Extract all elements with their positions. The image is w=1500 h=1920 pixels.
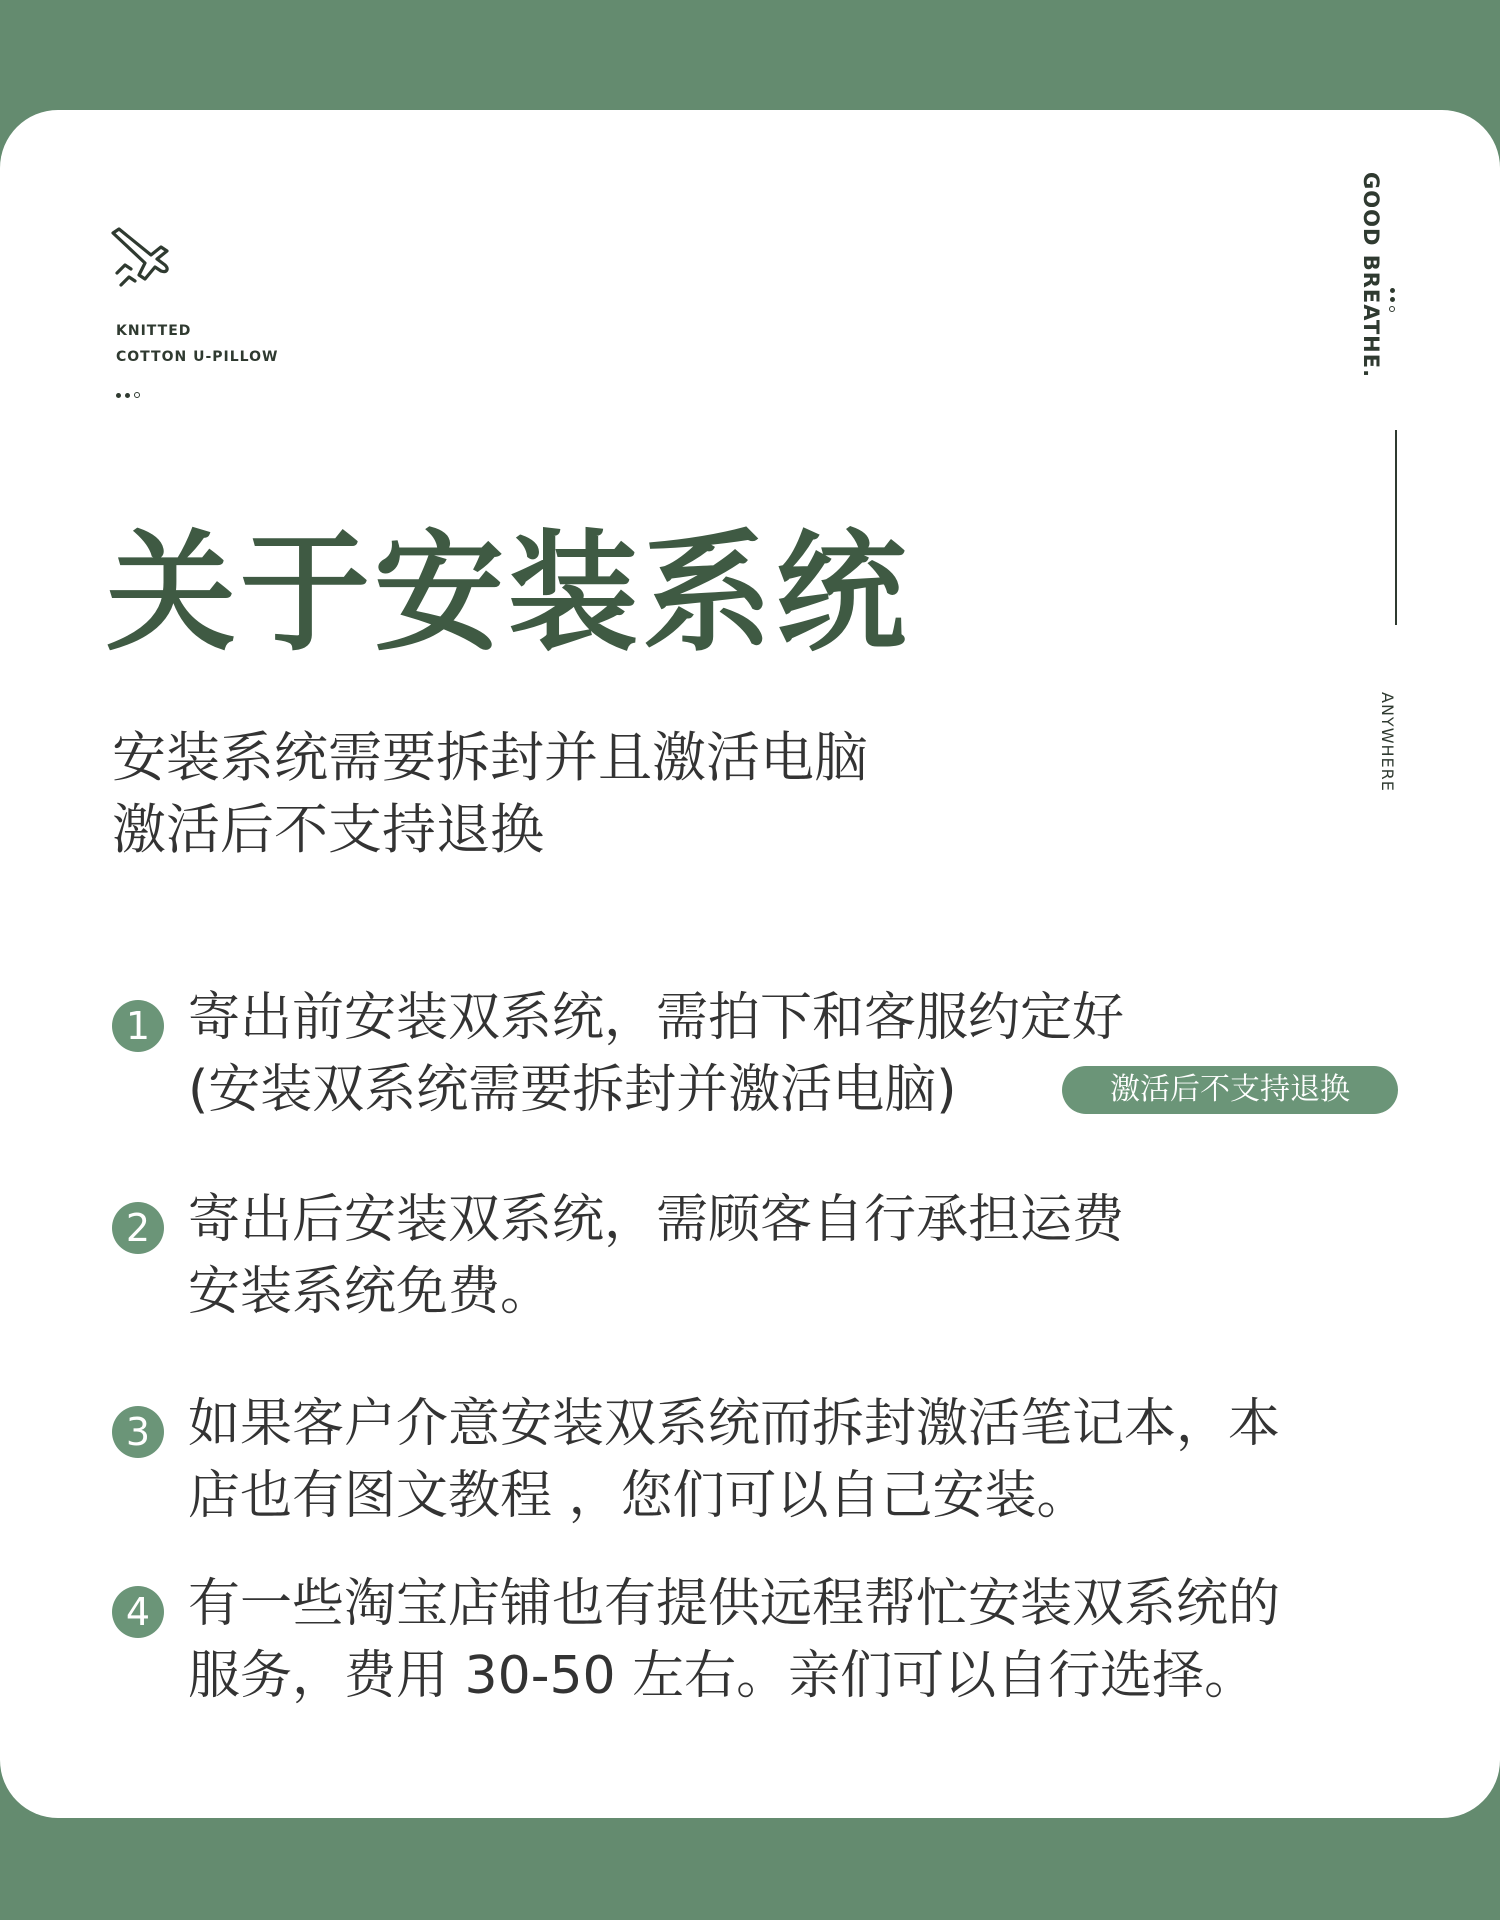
list-item-3-line-1: 如果客户介意安装双系统而拆封激活笔记本，本 [188, 1394, 1281, 1454]
subtitle-line-1: 安装系统需要拆封并且激活电脑 [112, 726, 868, 789]
airplane-icon [105, 225, 173, 293]
number-badge-4: 4 [112, 1586, 164, 1638]
list-item-2-line-1: 寄出后安装双系统，需顾客自行承担运费 [188, 1190, 1125, 1250]
list-item-1-line-2: (安装双系统需要拆封并激活电脑) [188, 1060, 957, 1120]
vertical-divider [1395, 430, 1397, 625]
list-item-4-line-1: 有一些淘宝店铺也有提供远程帮忙安装双系统的 [188, 1574, 1281, 1634]
list-item-text-3 [188, 1388, 1418, 1532]
number-badge-3: 3 [112, 1406, 164, 1458]
list-item-3-line-2: 店也有图文教程 ，您们可以自己安装。 [188, 1466, 1089, 1526]
side-slogan-line-2: BREATHE. [1359, 254, 1383, 379]
dots-decoration-left [116, 392, 140, 398]
brand-label [116, 318, 278, 370]
list-item-text-4 [188, 1568, 1418, 1712]
brand-line-1: KNITTED [116, 323, 192, 339]
list-item-1-line-1: 寄出前安装双系统，需拍下和客服约定好 [188, 988, 1125, 1048]
page-title: 关于安装系统 [106, 517, 911, 669]
subtitle-line-2: 激活后不支持退换 [112, 798, 544, 861]
number-badge-2: 2 [112, 1202, 164, 1254]
side-slogan-top [1358, 172, 1384, 378]
dots-decoration-right [1389, 288, 1395, 312]
number-badge-1: 1 [112, 1000, 164, 1052]
list-item-2-line-2: 安装系统免费。 [188, 1262, 553, 1322]
list-item-text-2 [188, 1184, 1418, 1328]
no-return-badge: 激活后不支持退换 [1062, 1066, 1398, 1114]
brand-line-2: COTTON U-PILLOW [116, 349, 279, 365]
list-item-4-line-2: 服务，费用 30-50 左右。亲们可以自行选择。 [188, 1646, 1257, 1706]
subtitle [112, 722, 868, 866]
side-slogan-line-1: GOOD [1359, 172, 1383, 247]
side-slogan-bottom: ANYWHERE [1378, 692, 1397, 792]
